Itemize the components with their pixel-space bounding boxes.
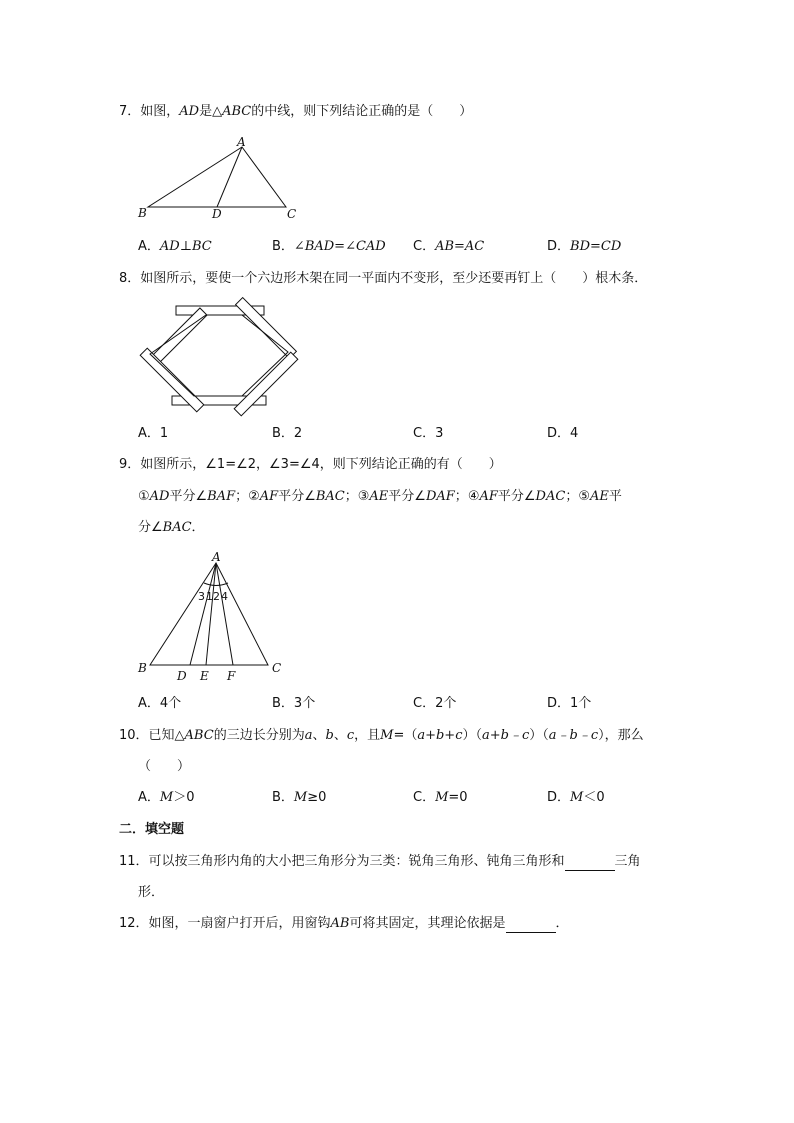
q9-angle-4: 4 bbox=[221, 590, 228, 603]
q10-stem-cont: （ ） bbox=[138, 759, 191, 774]
q9-angle-2: 2 bbox=[213, 590, 220, 603]
q11-stem: 11．可以按三角形内角的大小把三角形分为三类：锐角三角形、钝角三角形和 三角 bbox=[119, 854, 641, 869]
section-fill-in-blank-heading: 二．填空题 bbox=[119, 822, 185, 837]
q9-label-a: A bbox=[212, 550, 221, 564]
q7-stem: 7．如图，AD是△ABC的中线，则下列结论正确的是（ ） bbox=[119, 104, 473, 119]
q10-option-d[interactable]: D．M＜0 bbox=[547, 790, 605, 805]
q9-statements: ①AD平分∠BAF；②AF平分∠BAC；③AE平分∠DAF；④AF平分∠DAC；⑤AE平 bbox=[138, 489, 622, 504]
q9-angle-3: 3 bbox=[198, 590, 205, 603]
q8-option-b[interactable]: B．2 bbox=[272, 426, 303, 441]
q7-label-d: D bbox=[212, 207, 222, 221]
q8-option-a[interactable]: A．1 bbox=[138, 426, 169, 441]
q9-label-b: B bbox=[138, 661, 147, 675]
q7-option-c[interactable]: C．AB=AC bbox=[413, 239, 485, 254]
q10-option-b[interactable]: B．M≥0 bbox=[272, 790, 327, 805]
q11-answer-blank[interactable] bbox=[565, 854, 615, 871]
q9-statements-cont: 分∠BAC． bbox=[138, 520, 205, 535]
q7-option-b[interactable]: B．∠BAD=∠CAD bbox=[272, 239, 386, 254]
q8-stem: 8．如图所示，要使一个六边形木架在同一平面内不变形，至少还要再钉上（ ）根木条． bbox=[119, 271, 648, 286]
q9-option-b[interactable]: B．3个 bbox=[272, 696, 316, 711]
q11-stem-cont: 形． bbox=[138, 885, 165, 900]
q9-label-c: C bbox=[272, 661, 282, 675]
q10-option-c[interactable]: C．M=0 bbox=[413, 790, 468, 805]
q7-label-b: B bbox=[138, 206, 147, 220]
q8-option-c[interactable]: C．3 bbox=[413, 426, 444, 441]
q10-stem: 10．已知△ABC的三边长分别为a、b、c，且M=（a+b+c）（a+b﹣c）（a﹣b﹣c），那么 bbox=[119, 728, 644, 743]
q9-option-a[interactable]: A．4个 bbox=[138, 696, 182, 711]
q9-option-c[interactable]: C．2个 bbox=[413, 696, 457, 711]
q7-option-d[interactable]: D．BD=CD bbox=[547, 239, 622, 254]
q7-option-a[interactable]: A．AD⊥BC bbox=[138, 239, 212, 254]
q9-option-d[interactable]: D．1个 bbox=[547, 696, 592, 711]
q9-stem: 9．如图所示，∠1=∠2，∠3=∠4，则下列结论正确的有（ ） bbox=[119, 457, 502, 472]
q9-label-d: D bbox=[177, 669, 187, 683]
q7-label-c: C bbox=[287, 207, 297, 221]
q12-stem: 12．如图，一扇窗户打开后，用窗钩AB可将其固定，其理论依据是 ． bbox=[119, 916, 569, 931]
q7-label-a: A bbox=[237, 135, 246, 149]
q9-label-f: F bbox=[227, 669, 236, 683]
q9-angle-1: 1 bbox=[206, 590, 213, 603]
q10-option-a[interactable]: A．M＞0 bbox=[138, 790, 195, 805]
q12-answer-blank[interactable] bbox=[506, 916, 556, 933]
q8-option-d[interactable]: D．4 bbox=[547, 426, 579, 441]
q9-label-e: E bbox=[200, 669, 209, 683]
